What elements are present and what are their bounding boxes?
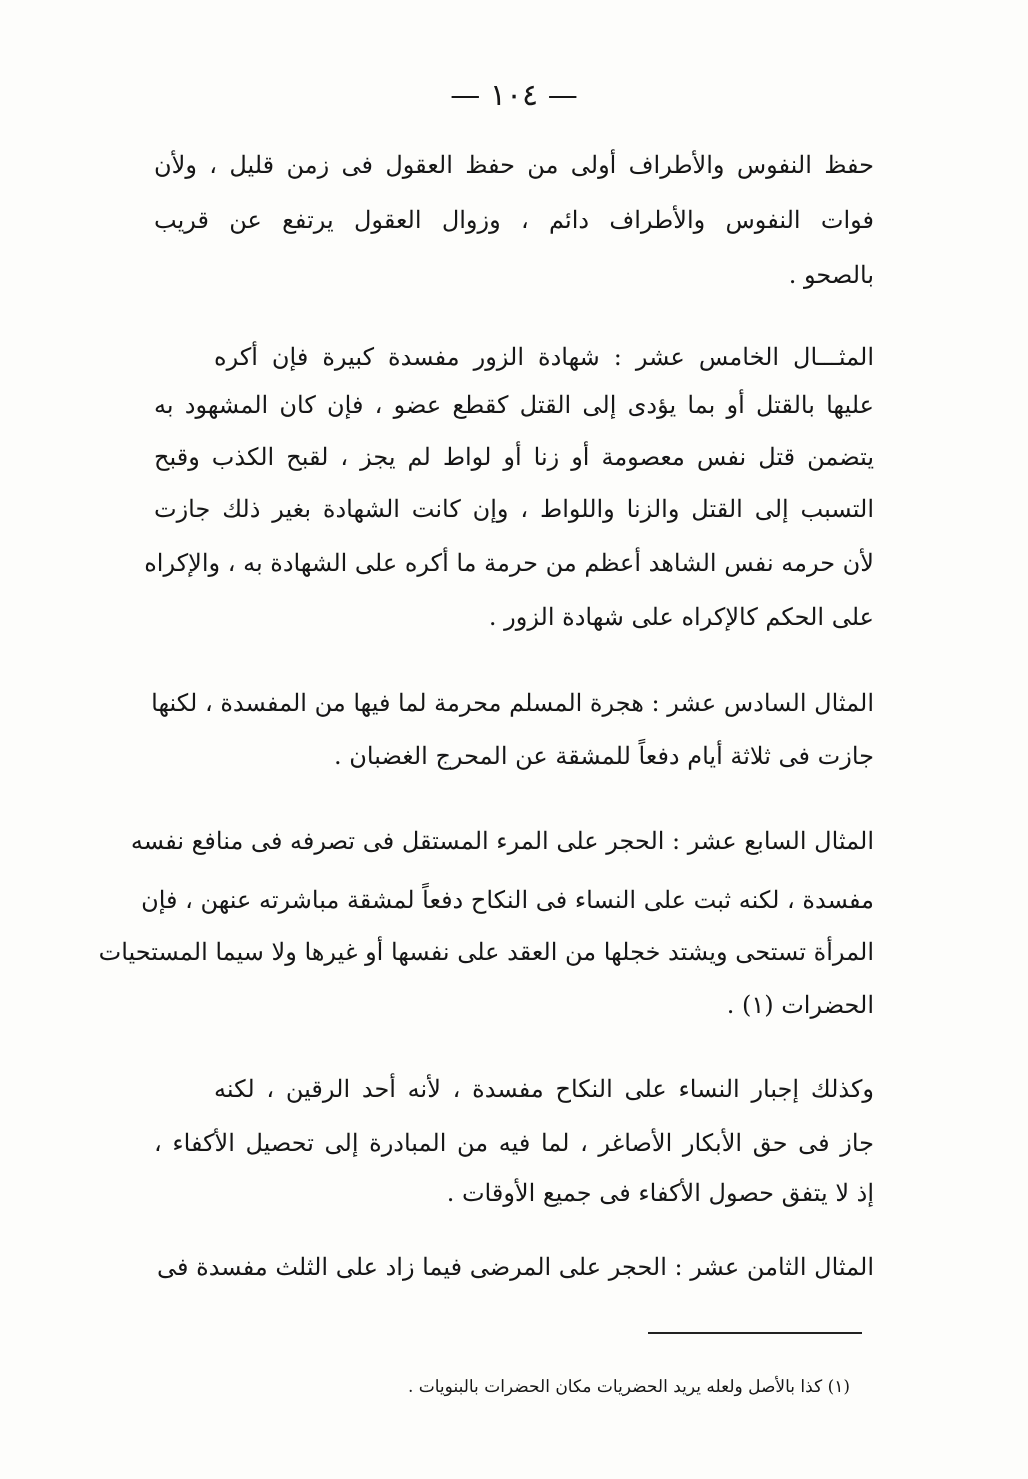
text-line: فوات النفوس والأطراف دائم ، وزوال العقول يرتفع عن قريب bbox=[154, 206, 874, 234]
paragraph-start-line: المثال الثامن عشر : الحجر على المرضى فيما زاد على الثلث مفسدة فى bbox=[157, 1253, 874, 1281]
text-line: يتضمن قتل نفس معصومة أو زنا أو لواط لم يجز ، لقبح الكذب وقبح bbox=[154, 443, 874, 471]
paragraph-start-line: المثال السادس عشر : هجرة المسلم محرمة لما فيها من المفسدة ، لكنها bbox=[151, 689, 874, 717]
text-line: بالصحو . bbox=[788, 261, 874, 289]
text-line: التسبب إلى القتل والزنا واللواط ، وإن كانت الشهادة بغير ذلك جازت bbox=[154, 495, 874, 523]
text-line: مفسدة ، لكنه ثبت على النساء فى النكاح دفعاً لمشقة مباشرته عنهن ، فإن bbox=[141, 886, 874, 914]
text-line: إذ لا يتفق حصول الأكفاء فى جميع الأوقات . bbox=[446, 1179, 874, 1207]
text-line: جاز فى حق الأبكار الأصاغر ، لما فيه من المبادرة إلى تحصيل الأكفاء ، bbox=[154, 1129, 875, 1157]
footnote: (١) كذا بالأصل ولعله يريد الحضريات مكان الحضرات بالبنويات . bbox=[407, 1377, 850, 1397]
paragraph-start-line: المثال السابع عشر : الحجر على المرء المستقل فى تصرفه فى منافع نفسه bbox=[130, 827, 874, 855]
paragraph-start-line: المثـــال الخامس عشر : شهادة الزور مفسدة كبيرة فإن أكره bbox=[214, 343, 874, 371]
text-line: جازت فى ثلاثة أيام دفعاً للمشقة عن المحرج الغضبان . bbox=[334, 742, 874, 770]
text-line: لأن حرمه نفس الشاهد أعظم من حرمة ما أكره على الشهادة به ، والإكراه bbox=[144, 549, 874, 577]
text-line: حفظ النفوس والأطراف أولى من حفظ العقول فى زمن قليل ، ولأن bbox=[154, 151, 874, 179]
paragraph-start-line: وكذلك إجبار النساء على النكاح مفسدة ، لأنه أحد الرقين ، لكنه bbox=[214, 1075, 874, 1103]
footnote-separator bbox=[648, 1332, 862, 1334]
page-number: — ١٠٤ — bbox=[450, 78, 578, 113]
text-line: المرأة تستحى ويشتد خجلها من العقد على نفسها أو غيرها ولا سيما المستحيات bbox=[98, 938, 874, 966]
text-line: الحضرات (١) . bbox=[726, 991, 874, 1019]
text-line: عليها بالقتل أو بما يؤدى إلى القتل كقطع عضو ، فإن كان المشهود به bbox=[154, 391, 874, 419]
text-line: على الحكم كالإكراه على شهادة الزور . bbox=[488, 603, 874, 631]
